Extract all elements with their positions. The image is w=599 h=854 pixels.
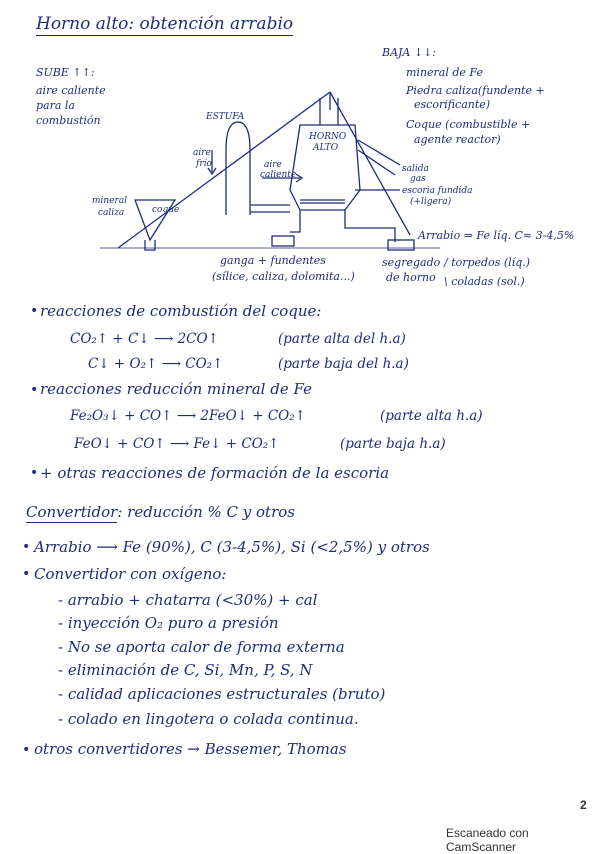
- watermark: Escaneado con CamScanner: [446, 826, 529, 854]
- baja-line-2: Piedra caliza(fundente +: [406, 84, 545, 97]
- escoria-2: (+ligera): [410, 197, 452, 207]
- aire-caliente-2: caliente: [260, 170, 297, 180]
- conv-item-1: - arrabio + chatarra (<30%) + cal: [58, 591, 318, 609]
- conv-item-2: - inyección O₂ puro a presión: [58, 614, 279, 632]
- estufa-label: ESTUFA: [206, 112, 245, 122]
- baja-line-1: mineral de Fe: [406, 66, 483, 79]
- bullet: •: [30, 465, 39, 481]
- conv-item-6: - colado en lingotera o colada continua.: [58, 710, 359, 728]
- sube-line-2: para la: [36, 99, 75, 112]
- arrabio-label: Arrabio ⇒ Fe líq. C≈ 3-4,5%: [418, 229, 575, 242]
- sube-line-1: aire caliente: [36, 84, 106, 97]
- bullet: •: [22, 566, 31, 582]
- convertidor-title: Convertidor: [26, 503, 118, 521]
- otras-reacciones: + otras reacciones de formación de la escoria: [40, 464, 390, 482]
- segregado-2: de horno: [386, 271, 436, 284]
- baja-line-3: escorificante): [414, 98, 491, 111]
- horno-alto-1: HORNO: [309, 132, 347, 142]
- bullet: •: [30, 382, 39, 398]
- baja-line-4: Coque (combustible +: [406, 118, 531, 131]
- baja-title: BAJA ↓↓:: [382, 46, 437, 59]
- title-text: Horno alto: obtención arrabio: [36, 14, 294, 34]
- baja-line-5: agente reactor): [414, 133, 501, 146]
- page-number: 2: [580, 798, 587, 812]
- coque-label: coque: [152, 205, 180, 215]
- torpedos-1: / torpedos (líq.): [444, 256, 531, 269]
- aire-frio-2: frío: [196, 159, 212, 169]
- torpedos-2: \ coladas (sol.): [444, 275, 525, 288]
- reduccion-note-1: (parte alta h.a): [380, 408, 483, 424]
- reduccion-eq-2: FeO↓ + CO↑ ⟶ Fe↓ + CO₂↑: [74, 436, 280, 452]
- otros-convertidores: otros convertidores → Bessemer, Thomas: [34, 740, 347, 758]
- ganga-2: (sílice, caliza, dolomita...): [212, 270, 355, 283]
- conv-item-5: - calidad aplicaciones estructurales (bruto): [58, 685, 386, 703]
- aire-caliente-1: aire: [264, 160, 282, 170]
- sube-line-3: combustión: [36, 114, 101, 127]
- conv-item-4: - eliminación de C, Si, Mn, P, S, N: [58, 661, 313, 679]
- bullet: •: [30, 303, 39, 319]
- convertidor-oxigeno-title: Convertidor con oxígeno:: [34, 565, 227, 583]
- combustion-title: reacciones de combustión del coque:: [40, 302, 322, 320]
- sube-title: SUBE ↑↑:: [36, 66, 95, 79]
- bullet: •: [22, 742, 31, 758]
- reduccion-title: reacciones reducción mineral de Fe: [40, 380, 312, 398]
- reduccion-eq-1: Fe₂O₃↓ + CO↑ ⟶ 2FeO↓ + CO₂↑: [70, 408, 306, 424]
- horno-alto-2: ALTO: [313, 143, 339, 153]
- escoria-1: escoria fundida: [402, 186, 473, 196]
- reduccion-note-2: (parte baja h.a): [340, 436, 446, 452]
- combustion-note-2: (parte baja del h.a): [278, 356, 409, 372]
- salida-gas-2: gas: [410, 174, 426, 184]
- convertidor-heading: [26, 503, 295, 521]
- arrabio-line: Arrabio ⟶ Fe (90%), C (3-4,5%), Si (<2,5%) y otros: [34, 538, 430, 556]
- salida-gas-1: salida: [402, 164, 429, 174]
- combustion-eq-1: CO₂↑ + C↓ ⟶ 2CO↑: [70, 331, 219, 347]
- mineral-2: caliza: [98, 208, 125, 218]
- combustion-note-1: (parte alta del h.a): [278, 331, 406, 347]
- convertidor-title-rest: : reducción % C y otros: [117, 503, 295, 521]
- combustion-eq-2: C↓ + O₂↑ ⟶ CO₂↑: [88, 356, 224, 372]
- aire-frio-1: aire: [193, 148, 211, 158]
- conv-item-3: - No se aporta calor de forma externa: [58, 638, 345, 656]
- ganga-1: ganga + fundentes: [220, 254, 326, 267]
- bullet: •: [22, 539, 31, 555]
- mineral-1: mineral: [92, 196, 128, 206]
- segregado-1: segregado: [382, 256, 441, 269]
